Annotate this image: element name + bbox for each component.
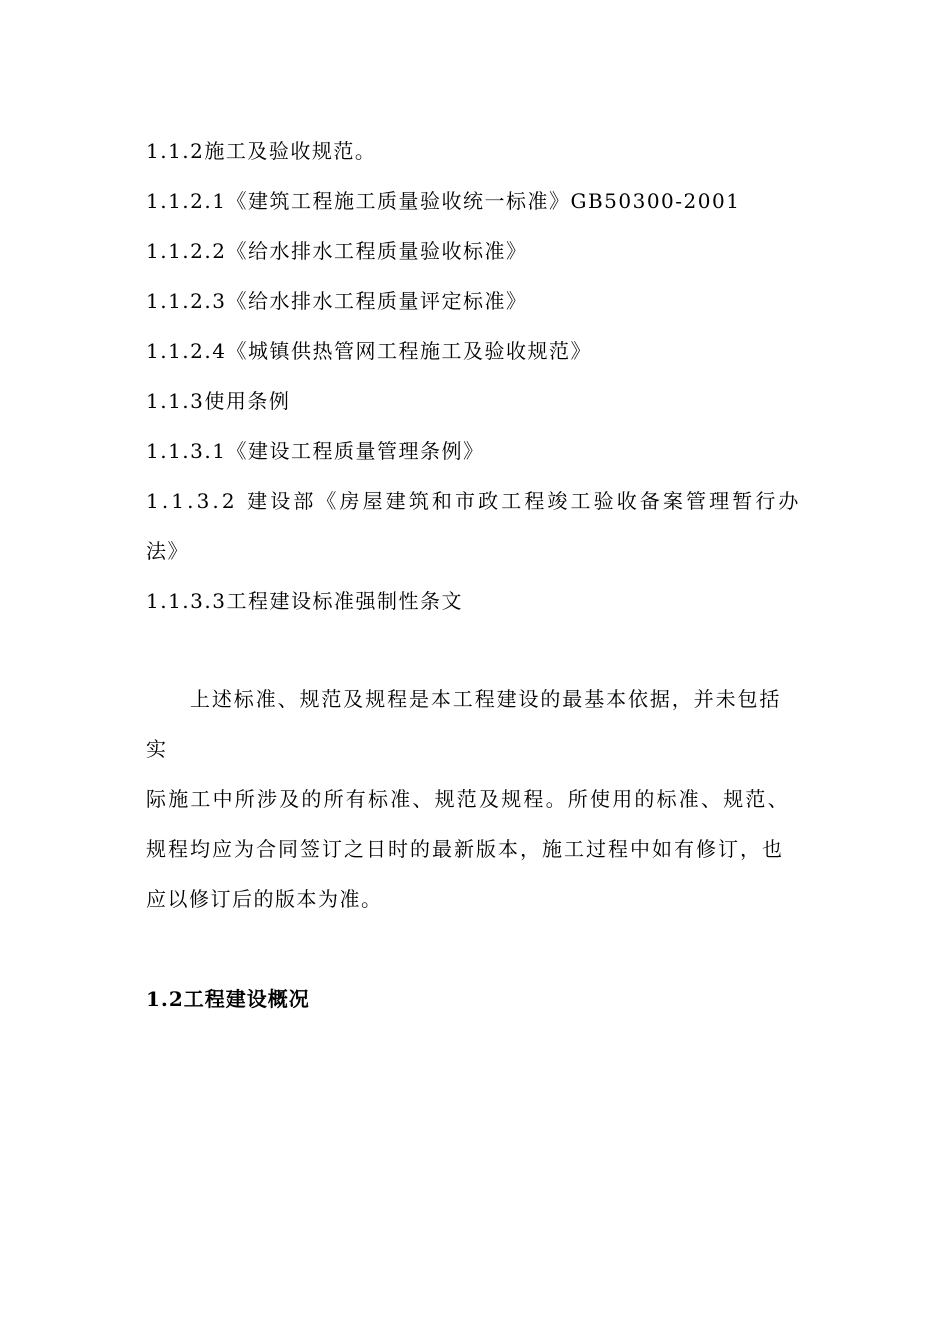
clause-1-1-3: 1.1.3使用条例 — [146, 389, 291, 413]
clause-1-1-2-3: 1.1.2.3《给水排水工程质量评定标准》 — [146, 289, 528, 313]
paragraph-line: 规程均应为合同签订之日时的最新版本，施工过程中如有修订，也 — [146, 837, 784, 861]
paragraph-line: 实 — [146, 737, 168, 761]
clause-1-1-3-2-continued: 法》 — [146, 539, 189, 563]
paragraph-line: 上述标准、规范及规程是本工程建设的最基本依据，并未包括 — [190, 687, 782, 711]
clause-1-1-3-2: 1.1.3.2 建设部《房屋建筑和市政工程竣工验收备案管理暂行办 — [146, 489, 802, 513]
clause-1-1-3-1: 1.1.3.1《建设工程质量管理条例》 — [146, 439, 485, 463]
clause-1-1-2-4: 1.1.2.4《城镇供热管网工程施工及验收规范》 — [146, 339, 592, 363]
clause-1-1-2-2: 1.1.2.2《给水排水工程质量验收标准》 — [146, 239, 528, 263]
clause-1-1-2-1: 1.1.2.1《建筑工程施工质量验收统一标准》GB50300-2001 — [146, 189, 741, 213]
paragraph-line: 应以修订后的版本为准。 — [146, 887, 383, 911]
paragraph-line: 际施工中所涉及的所有标准、规范及规程。所使用的标准、规范、 — [146, 787, 790, 811]
clause-1-1-3-3: 1.1.3.3工程建设标准强制性条文 — [146, 589, 463, 613]
clause-1-1-2: 1.1.2施工及验收规范。 — [146, 139, 377, 163]
section-heading: 1.2工程建设概况 — [146, 987, 310, 1011]
